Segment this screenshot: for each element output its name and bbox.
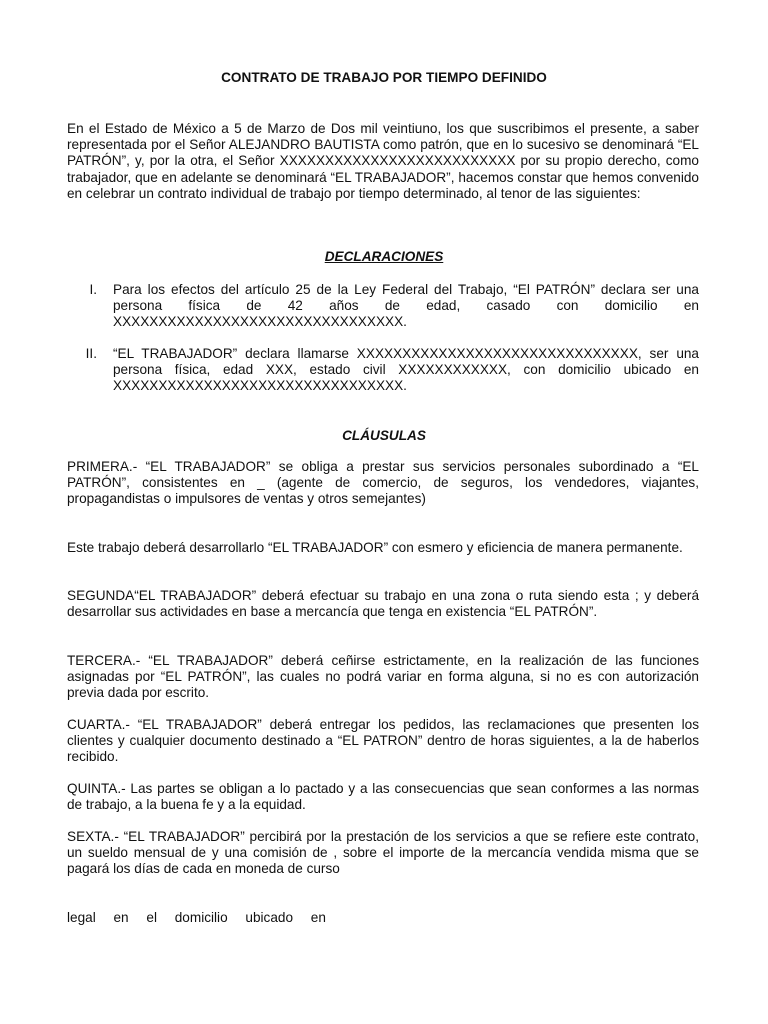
intro-paragraph: En el Estado de México a 5 de Marzo de Dos mil veintiuno, los que suscribimos el presente, a saber representada por el Señor ALEJANDRO BAUTISTA como patrón, que en lo sucesivo se denominará “EL PATRÓN”, y, por la otra, el Señor XXXXXXXXXXXXXXXXXXXXXXXXXX por su propio derecho, como trabajador, que en adelante se denominará “EL TRABAJADOR”, hacemos constar que hemos convenido en celebrar un contrato individual de trabajo por tiempo determinado, al tenor de las siguientes:: [67, 121, 699, 201]
clausula-sexta-continuacion: legal en el domicilio ubicado en: [67, 910, 326, 925]
declaracion-text: Para los efectos del artículo 25 de la Ley Federal del Trabajo, “El PATRÓN” declara ser una persona física de 42 años de edad, casado con domicilio en XXXXXXXXXXXXXXXXXXXXXXXXXXXXXXXX.: [113, 282, 699, 330]
declaracion-number: II.: [85, 346, 97, 361]
clausula-quinta: QUINTA.- Las partes se obligan a lo pactado y a las consecuencias que sean conformes a las normas de trabajo, a la buena fe y a la equidad.: [67, 781, 699, 813]
document-title: CONTRATO DE TRABAJO POR TIEMPO DEFINIDO: [221, 70, 547, 85]
clausula-primera-bis: Este trabajo deberá desarrollarlo “EL TRABAJADOR” con esmero y eficiencia de manera permanente.: [67, 540, 683, 555]
clausula-sexta: SEXTA.- “EL TRABAJADOR” percibirá por la prestación de los servicios a que se refiere este contrato, un sueldo mensual de y una comisión de , sobre el importe de la mercancía vendida misma que se pagará los días de cada en moneda de curso: [67, 829, 699, 877]
declaracion-number: I.: [89, 282, 97, 297]
clausula-tercera: TERCERA.- “EL TRABAJADOR” deberá ceñirse estrictamente, en la realización de las funciones asignadas por “EL PATRÓN”, las cuales no podrá variar en forma alguna, si no es con autorización previa dada por escrito.: [67, 653, 699, 701]
clausula-segunda: SEGUNDA“EL TRABAJADOR” deberá efectuar su trabajo en una zona o ruta siendo esta ; y deberá desarrollar sus actividades en base a mercancía que tenga en existencia “EL PATRÓN”.: [67, 588, 699, 620]
declaracion-text: “EL TRABAJADOR” declara llamarse XXXXXXXXXXXXXXXXXXXXXXXXXXXXXXX, ser una persona física, edad XXX, estado civil XXXXXXXXXXXX, con domicilio ubicado en XXXXXXXXXXXXXXXXXXXXXXXXXXXXXXXX.: [113, 346, 699, 394]
clausula-cuarta: CUARTA.- “EL TRABAJADOR” deberá entregar los pedidos, las reclamaciones que presenten los clientes y cualquier documento destinado a “EL PATRON” dentro de horas siguientes, a la de haberlos recibido.: [67, 717, 699, 765]
clausulas-heading: CLÁUSULAS: [342, 428, 426, 443]
clausula-primera: PRIMERA.- “EL TRABAJADOR” se obliga a prestar sus servicios personales subordinado a “EL PATRÓN”, consistentes en _ (agente de comercio, de seguros, los vendedores, viajantes, propagandistas o impulsores de ventas y otros semejantes): [67, 459, 699, 507]
declaraciones-heading: [0, 249, 768, 265]
declaraciones-heading-text: DECLARACIONES: [324, 249, 444, 264]
